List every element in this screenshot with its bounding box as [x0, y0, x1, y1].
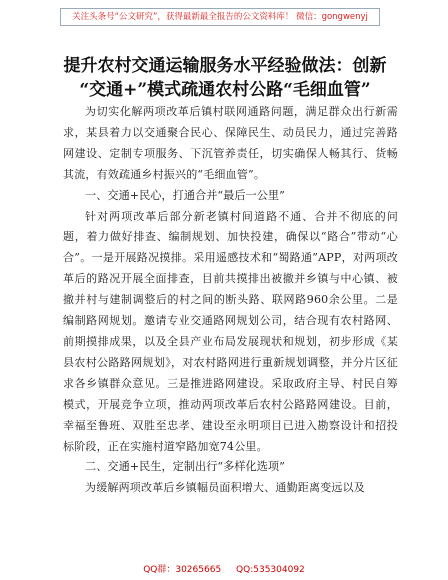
footer-qq: QQ:535304092 — [236, 565, 305, 575]
document-title-line-1: 提升农村交通运输服务水平经验做法：创新 — [63, 56, 387, 76]
footer-qq-group: QQ群：30265665 — [143, 565, 222, 575]
promo-banner: 关注头条号“公文研究”，获得最新最全报告的公文资料库！ 微信：gongwenyj — [60, 8, 380, 26]
section-1-paragraph: 针对两项改革后部分新老镇村间道路不通、合并不彻底的问题，着力做好排查、编制规划、加快投建，确保以“路合”带动“心合”。一是开展路况摸排。采用遥感技术和“蜀路通”APP，对两项改革后的路况开展全面排查，目前共摸排出被撤并乡镇与中心镇、被撤并村与建制调整后的村之间的断头路、联网路960余公里。二是编制路网规划。邀请专业交通路网规划公司，结合现有农村路网、前期摸排成果，以及全县产业布局发展现状和规划，初步形成《某县农村公路路网规划》，对农村路网进行重新规划调整，并分片区征求各乡镇群众意见。三是推进路网建设。采取政府主导、村民自筹模式，开展竞争立项，推动两项改革后农村公路路网建设。目前，幸福至鲁班、双胜至忠孝、建设至永明项目已进入勘察设计和招投标阶段，正在实施村道窄路加宽74公里。 — [63, 209, 398, 453]
section-heading-1: 一、交通+民心，打通合并“最后一公里” — [85, 188, 285, 202]
page-footer — [0, 562, 448, 575]
document-title-line-2: “交通+”模式疏通农村公路“毛细血管” — [79, 80, 371, 100]
section-heading-2: 二、交通+民生，定制出行“多样化选项” — [85, 460, 285, 474]
section-2-paragraph: 为缓解两项改革后乡镇幅员面积增大、通勤距离变远以及 — [85, 481, 365, 495]
intro-paragraph: 为切实化解两项改革后镇村联网通路问题，满足群众出行新需求，某县着力以交通聚合民心、保障民生、动员民力，通过完善路网建设、定制专项服务、下沉管养责任，切实确保人畅其行、货畅其流，有效疏通乡村振兴的“毛细血管”。 — [63, 105, 398, 181]
document-body — [63, 102, 398, 499]
